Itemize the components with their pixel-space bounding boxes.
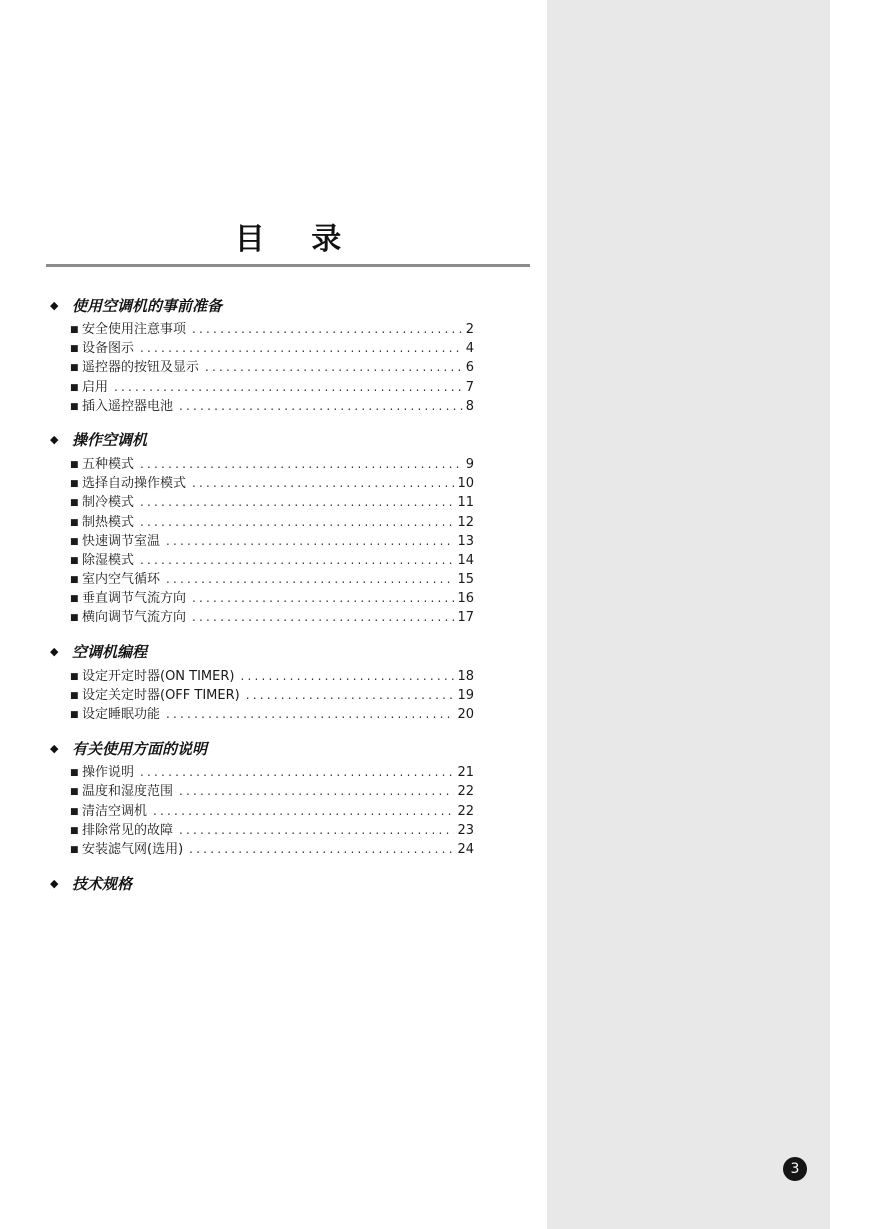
- section-heading[interactable]: [48, 640, 474, 664]
- toc-entry[interactable]: [70, 568, 474, 587]
- toc-entry-label: 清洁空调机: [82, 803, 148, 819]
- toc-entry[interactable]: [70, 684, 474, 703]
- section-heading[interactable]: [48, 736, 474, 760]
- square-bullet-icon: ■: [70, 536, 79, 547]
- toc-entry-page: 19: [457, 687, 474, 703]
- toc-entry-label: 设备图示: [82, 341, 135, 357]
- dot-leader: [166, 572, 454, 586]
- square-bullet-icon: ■: [70, 498, 79, 509]
- square-bullet-icon: ■: [70, 825, 79, 836]
- toc-entry[interactable]: [70, 395, 474, 414]
- toc-entry-label: 除湿模式: [82, 552, 135, 568]
- dot-leader: [246, 688, 455, 702]
- toc-section: [48, 736, 474, 857]
- toc-entry[interactable]: [70, 761, 474, 780]
- toc-entry-label: 五种模式: [82, 456, 135, 472]
- toc-entry-label: 室内空气循环: [82, 572, 161, 588]
- diamond-bullet-icon: ◆: [50, 298, 59, 312]
- square-bullet-icon: ■: [70, 671, 79, 682]
- diamond-bullet-icon: ◆: [50, 876, 59, 890]
- dot-leader: [153, 804, 454, 818]
- toc-entry-page: 14: [457, 552, 474, 568]
- section-heading-label: 操作空调机: [72, 431, 148, 450]
- section-heading-label: 空调机编程: [72, 643, 148, 662]
- toc-entry-page: 16: [457, 591, 474, 607]
- square-bullet-icon: ■: [70, 401, 79, 412]
- toc-entry[interactable]: [70, 318, 474, 337]
- section-heading[interactable]: [48, 428, 474, 452]
- toc-entry-label: 设定开定时器(ON TIMER): [82, 668, 235, 684]
- toc-entry-page: 10: [457, 476, 474, 492]
- diamond-bullet-icon: ◆: [50, 741, 59, 755]
- toc-entry-page: 11: [457, 495, 474, 511]
- dot-leader: [205, 360, 463, 374]
- dot-leader: [240, 669, 454, 683]
- dot-leader: [140, 765, 454, 779]
- toc-section: [48, 640, 474, 723]
- toc-entry-label: 选择自动操作模式: [82, 476, 187, 492]
- square-bullet-icon: ■: [70, 325, 79, 335]
- toc-entry[interactable]: [70, 472, 474, 491]
- toc-section: [48, 293, 474, 414]
- dot-leader: [140, 553, 454, 567]
- toc-entry-page: 24: [457, 841, 474, 857]
- dot-leader: [114, 380, 463, 394]
- toc-entry-label: 快速调节室温: [82, 533, 161, 549]
- toc-entry-label: 设定睡眠功能: [82, 707, 161, 722]
- dot-leader: [140, 515, 454, 529]
- dot-leader: [192, 591, 454, 605]
- square-bullet-icon: ■: [70, 690, 79, 701]
- toc-entry-label: 安全使用注意事项: [82, 322, 187, 337]
- dot-leader: [179, 784, 454, 798]
- section-heading[interactable]: [48, 871, 474, 895]
- square-bullet-icon: ■: [70, 844, 79, 855]
- section-heading-label: 技术规格: [72, 874, 133, 893]
- square-bullet-icon: ■: [70, 517, 79, 528]
- square-bullet-icon: ■: [70, 363, 79, 374]
- square-bullet-icon: ■: [70, 382, 79, 393]
- dot-leader: [192, 322, 463, 336]
- toc-entry-page: 22: [457, 784, 474, 800]
- square-bullet-icon: ■: [70, 768, 79, 779]
- toc-entry-label: 制热模式: [82, 514, 135, 530]
- toc-entry[interactable]: [70, 376, 474, 395]
- toc-entry-page: 12: [457, 514, 474, 530]
- toc-entry[interactable]: [70, 606, 474, 625]
- dot-leader: [189, 842, 454, 856]
- dot-leader: [166, 707, 454, 721]
- square-bullet-icon: ■: [70, 613, 79, 624]
- toc-entry-label: 横向调节气流方向: [82, 610, 187, 626]
- dot-leader: [179, 823, 454, 837]
- diamond-bullet-icon: ◆: [50, 645, 59, 659]
- square-bullet-icon: ■: [70, 555, 79, 566]
- toc-entry-page: 20: [457, 707, 474, 722]
- page-title: 目 录: [234, 222, 360, 257]
- toc-entry[interactable]: [70, 703, 474, 722]
- toc-entry[interactable]: [70, 511, 474, 530]
- toc-entry[interactable]: [70, 549, 474, 568]
- toc-entry[interactable]: [70, 800, 474, 819]
- toc-entry-label: 设定关定时器(OFF TIMER): [82, 687, 240, 703]
- square-bullet-icon: ■: [70, 575, 79, 586]
- toc-entry-label: 遥控器的按钮及显示: [82, 360, 200, 376]
- toc-entry[interactable]: [70, 453, 474, 472]
- toc-entry-page: 21: [457, 765, 474, 781]
- square-bullet-icon: ■: [70, 787, 79, 798]
- toc-entry[interactable]: [70, 356, 474, 375]
- toc-entry-page: 13: [457, 533, 474, 549]
- toc-entry-page: 17: [457, 610, 474, 626]
- toc-section: [48, 871, 474, 895]
- toc-entry-label: 启用: [82, 379, 109, 395]
- table-of-contents: [48, 293, 474, 909]
- toc-entry-page: 18: [457, 668, 474, 684]
- square-bullet-icon: ■: [70, 459, 79, 470]
- toc-entry-page: 2: [465, 322, 474, 337]
- toc-entry-page: 22: [457, 803, 474, 819]
- toc-section: [48, 428, 474, 626]
- toc-entry-page: 4: [465, 341, 474, 357]
- title-divider: [46, 264, 530, 267]
- square-bullet-icon: ■: [70, 806, 79, 817]
- toc-entry-page: 8: [465, 398, 474, 414]
- toc-entry-page: 23: [457, 822, 474, 838]
- dot-leader: [140, 495, 454, 509]
- toc-entry-label: 排除常见的故障: [82, 822, 174, 838]
- section-heading[interactable]: [48, 293, 474, 317]
- side-panel: [547, 0, 830, 1229]
- page-number-badge: 3: [783, 1157, 807, 1181]
- diamond-bullet-icon: ◆: [50, 433, 59, 447]
- toc-entry[interactable]: [70, 337, 474, 356]
- toc-entry-label: 垂直调节气流方向: [82, 591, 187, 607]
- dot-leader: [166, 534, 454, 548]
- dot-leader: [192, 610, 454, 624]
- toc-entry-label: 插入遥控器电池: [82, 398, 174, 414]
- dot-leader: [192, 476, 454, 490]
- toc-entry-page: 6: [465, 360, 474, 376]
- square-bullet-icon: ■: [70, 594, 79, 605]
- toc-entry[interactable]: [70, 491, 474, 510]
- square-bullet-icon: ■: [70, 710, 79, 720]
- dot-leader: [140, 341, 463, 355]
- toc-entry[interactable]: [70, 587, 474, 606]
- toc-entry-label: 操作说明: [82, 765, 135, 781]
- toc-entry-page: 9: [465, 456, 474, 472]
- toc-entry[interactable]: [70, 838, 474, 857]
- section-heading-label: 有关使用方面的说明: [72, 739, 208, 758]
- square-bullet-icon: ■: [70, 479, 79, 490]
- dot-leader: [140, 457, 463, 471]
- dot-leader: [179, 399, 463, 413]
- toc-entry-page: 15: [457, 572, 474, 588]
- toc-entry-label: 制冷模式: [82, 495, 135, 511]
- toc-entry[interactable]: [70, 530, 474, 549]
- toc-entry-page: 7: [465, 379, 474, 395]
- square-bullet-icon: ■: [70, 344, 79, 355]
- toc-entry-label: 安装滤气网(选用): [82, 841, 184, 857]
- toc-entry[interactable]: [70, 819, 474, 838]
- section-heading-label: 使用空调机的事前准备: [72, 296, 223, 315]
- toc-entry-label: 温度和湿度范围: [82, 784, 174, 800]
- toc-entry[interactable]: [70, 780, 474, 799]
- toc-entry[interactable]: [70, 665, 474, 684]
